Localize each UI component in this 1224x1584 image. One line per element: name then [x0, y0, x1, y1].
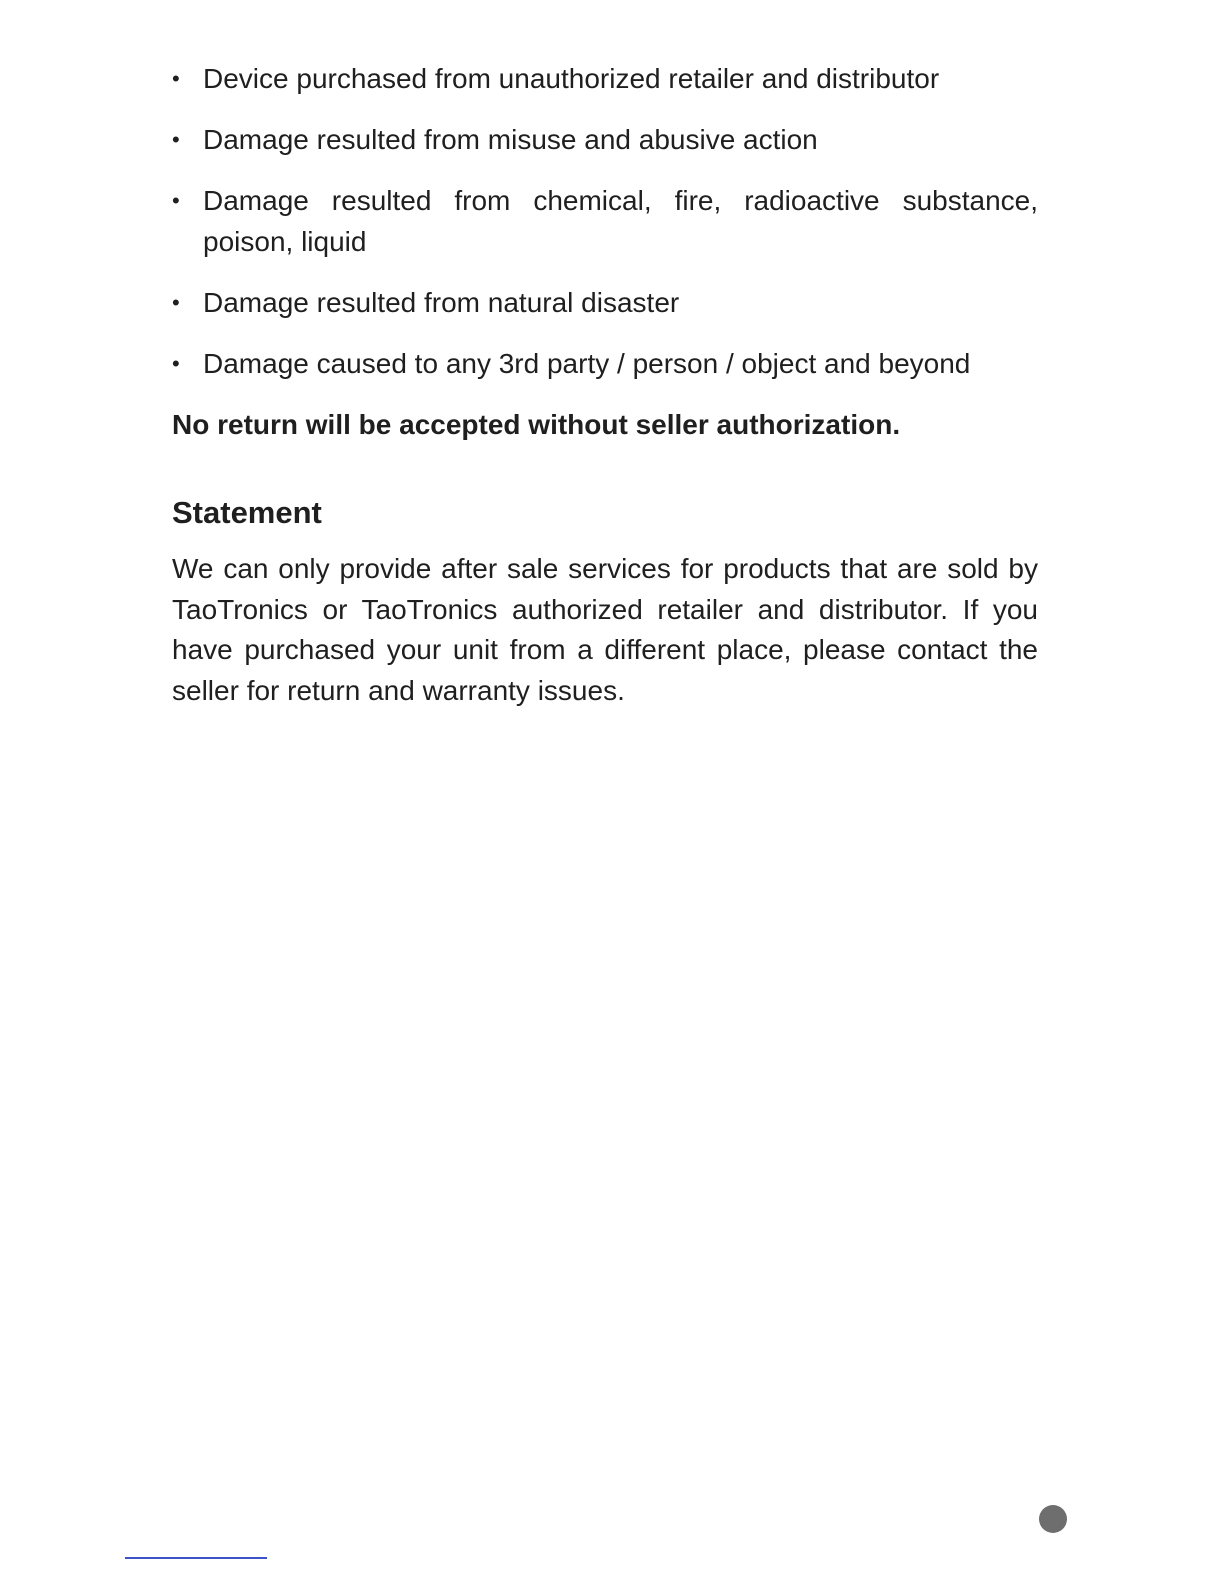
exclusion-list	[172, 58, 1038, 384]
statement-body: We can only provide after sale services for products that are sold by TaoTronics or TaoTronics authorized retailer and distributor. If you have purchased your unit from a different place, please contact the seller for return and warranty issues.	[172, 553, 1038, 706]
bullet-icon: •	[172, 351, 180, 376]
list-item-text: Damage caused to any 3rd party / person / object and beyond	[203, 348, 971, 379]
bottom-rule-line	[125, 1557, 267, 1559]
list-item-text: Damage resulted from natural disaster	[203, 287, 680, 318]
list-item	[172, 58, 1038, 99]
statement-heading: Statement	[172, 495, 322, 530]
bullet-icon: •	[172, 127, 180, 152]
list-item	[172, 180, 1038, 262]
return-notice: No return will be accepted without seller authorization.	[172, 409, 901, 440]
list-item-text: Damage resulted from misuse and abusive action	[203, 124, 818, 155]
bullet-icon: •	[172, 188, 180, 213]
list-item	[172, 343, 1038, 384]
list-item-text: Device purchased from unauthorized retailer and distributor	[203, 63, 940, 94]
page-content	[172, 58, 1038, 711]
bullet-icon: •	[172, 66, 180, 91]
page-marker-dot	[1039, 1505, 1067, 1533]
list-item	[172, 282, 1038, 323]
list-item	[172, 119, 1038, 160]
bullet-icon: •	[172, 290, 180, 315]
list-item-text: Damage resulted from chemical, fire, radioactive substance, poison, liquid	[203, 185, 1038, 257]
